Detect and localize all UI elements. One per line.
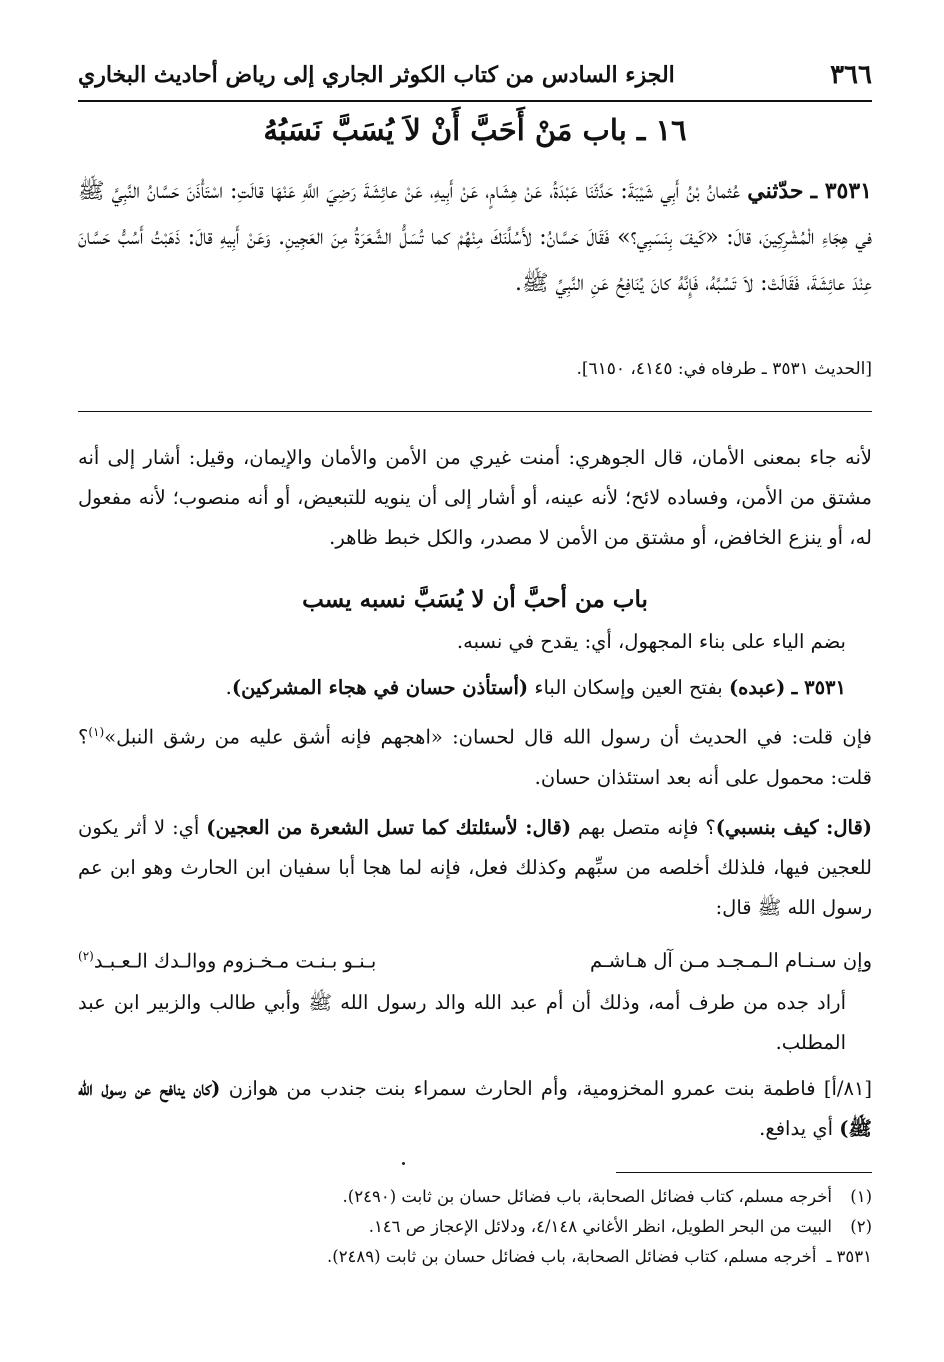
plain-text: ؟ قلت: محمول على أنه بعد استئذان حسان. — [78, 725, 872, 789]
footnote-text: البيت من البحر الطويل، انظر الأغاني ٤/١٤٨، ودلائل الإعجاز ص ١٤٦. — [368, 1217, 832, 1236]
commentary — [78, 438, 872, 1149]
plain-text: فإن قلت: في الحديث أن رسول الله قال لحسان: «اهجهم فإنه أشق عليه من رشق النبل» — [104, 725, 872, 749]
footnote-mark: (٢) — [850, 1217, 872, 1236]
header-rule — [78, 100, 872, 102]
bold-quote: (كان ينافح عن رسول الله ﷺ) — [78, 1077, 872, 1140]
commentary-paragraph-2: بضم الياء على بناء المجهول، أي: يقدح في نسبه. — [456, 630, 846, 653]
footnote-mark: (١) — [850, 1187, 872, 1206]
verse-second-hemistich: بـنـو بـنـت مـخـزوم ووالـدك الـعـبـد — [93, 949, 377, 972]
section-divider — [78, 411, 872, 412]
verse-first-hemistich: وإن سـنـام الـمـجـد مـن آل هـاشـم — [590, 949, 872, 972]
footnotes — [78, 1182, 872, 1272]
section-title: ١٦ ـ باب مَنْ أَحَبَّ أَنْ لاَ يُسَبَّ نَسَبُهُ — [263, 113, 687, 147]
commentary-paragraph-6: أراد جده من طرف أمه، وذلك أن أم عبد الله والد رسول الله ﷺ وأبي طالب والزبير ابن عبد المطلب. — [78, 991, 846, 1054]
poetry-verse — [78, 936, 872, 982]
footnote — [78, 1212, 872, 1242]
footnote — [78, 1242, 872, 1272]
commentary-paragraph-3 — [78, 668, 872, 708]
commentary-paragraph-7 — [78, 1069, 872, 1149]
commentary-paragraph-1: لأنه جاء بمعنى الأمان، قال الجوهري: أمنت غيري من الأمن والأمان والإيمان، وقيل: أشار إلى أنه مشتق من الأمن، وفساده لائح؛ لأنه عينه، أو أشار إلى أن ينويه للتبعيض، أو أنه منصوب؛ لأنه مفعول له، أو ينزع الخافض، أو مشتق من الأمن لا مصدر، والكل خبط ظاهر. — [78, 446, 872, 549]
hadith-body: عُثمانُ بْنُ أَبِي شَيْبَةَ: حَدَّثَنَا عَبْدَةُ، عَنْ هِشَامٍ، عَنْ أَبِيهِ، عَنْ عائِشَةَ رَضِيَ اللَّهِ عَنْهَا قالَتِ: اسْتَأْذَنَ حَسَّانُ النَّبِيَّ ﷺ في هِجَاءِ الْمُشْرِكِينَ، قالَ: «كَيفَ بِنَسَبِي؟» فَقَالَ حَسَّانُ: لأَسُلَّنَكَ مِنْهُمْ كما تُسَلُّ الشَّعَرَةُ مِنَ العَجِينِ. وَعَنْ أَبِيهِ قالَ: ذَهَبْتُ أَسُبُّ حَسَّانَ عِنْدَ عائِشَةَ، فَقَالَتْ: لاَ تَسُبَّهُ، فَإِنَّهُ كانَ يُنَافِحُ عَنِ النَّبِيِّ ﷺ. — [78, 179, 872, 296]
plain-text: بفتح العين وإسكان الباء — [528, 676, 729, 699]
footnote-ref[interactable]: (١) — [88, 725, 105, 739]
bold-quote: (قال: كيف بنسبي) — [715, 815, 872, 839]
hadith-text — [78, 168, 872, 307]
hadith-number: ٣٥٣١ ـ — [810, 178, 872, 204]
book-page — [78, 0, 872, 1362]
footnote-text: أخرجه مسلم، كتاب فضائل الصحابة، باب فضائل حسان بن ثابت (٢٤٩٠). — [342, 1187, 832, 1206]
footnote-ref[interactable]: (٢) — [78, 948, 94, 963]
bold-quote: (عبده) — [728, 676, 786, 699]
page-number: ٣٦٦ — [830, 60, 872, 90]
commentary-paragraph-4 — [78, 712, 872, 798]
plain-text: [٨١/أ] فاطمة بنت عمرو المخزومية، وأم الحارث سمراء بنت جندب من هوازن — [220, 1077, 873, 1100]
verse-second-hemistich-wrap — [78, 936, 376, 982]
plain-text: أي: لا أثر يكون للعجين فيها، فلذلك أخلصه من سبِّهم وكذلك فعل، فإنه لما هجا أبا سفيان ابن الحارث وهو ابن عم رسول الله ﷺ قال: — [78, 815, 872, 919]
stray-dot — [402, 1162, 405, 1165]
page-header — [78, 52, 872, 98]
bold-quote: (قال: لأسئلتك كما تسل الشعرة من العجين) — [206, 815, 572, 839]
hadith-lead: حدّثني — [747, 178, 804, 204]
plain-text: . — [225, 676, 232, 699]
hadith-takhrij: [الحديث ٣٥٣١ ـ طرفاه في: ٤١٤٥، ٦١٥٠]. — [576, 359, 872, 379]
footnote-mark: ٣٥٣١ ـ — [826, 1247, 872, 1266]
plain-text: أي يدافع. — [759, 1117, 840, 1140]
footnote-rule — [616, 1172, 872, 1173]
footnote-text: أخرجه مسلم، كتاب فضائل الصحابة، باب فضائل حسان بن ثابت (٢٤٨٩). — [327, 1247, 817, 1266]
footnote — [78, 1182, 872, 1212]
commentary-subtitle: باب من أحبَّ أن لا يُسَبَّ نسبه يسب — [302, 586, 648, 613]
plain-text: ؟ فإنه متصل بهم — [571, 815, 716, 839]
commentary-paragraph-5 — [78, 808, 872, 928]
hadith-ref-number: ٣٥٣١ ـ — [791, 676, 846, 699]
bold-quote: (أستأذن حسان في هجاء المشركين) — [231, 676, 529, 699]
running-title: الجزء السادس من كتاب الكوثر الجاري إلى رياض أحاديث البخاري — [78, 62, 675, 88]
